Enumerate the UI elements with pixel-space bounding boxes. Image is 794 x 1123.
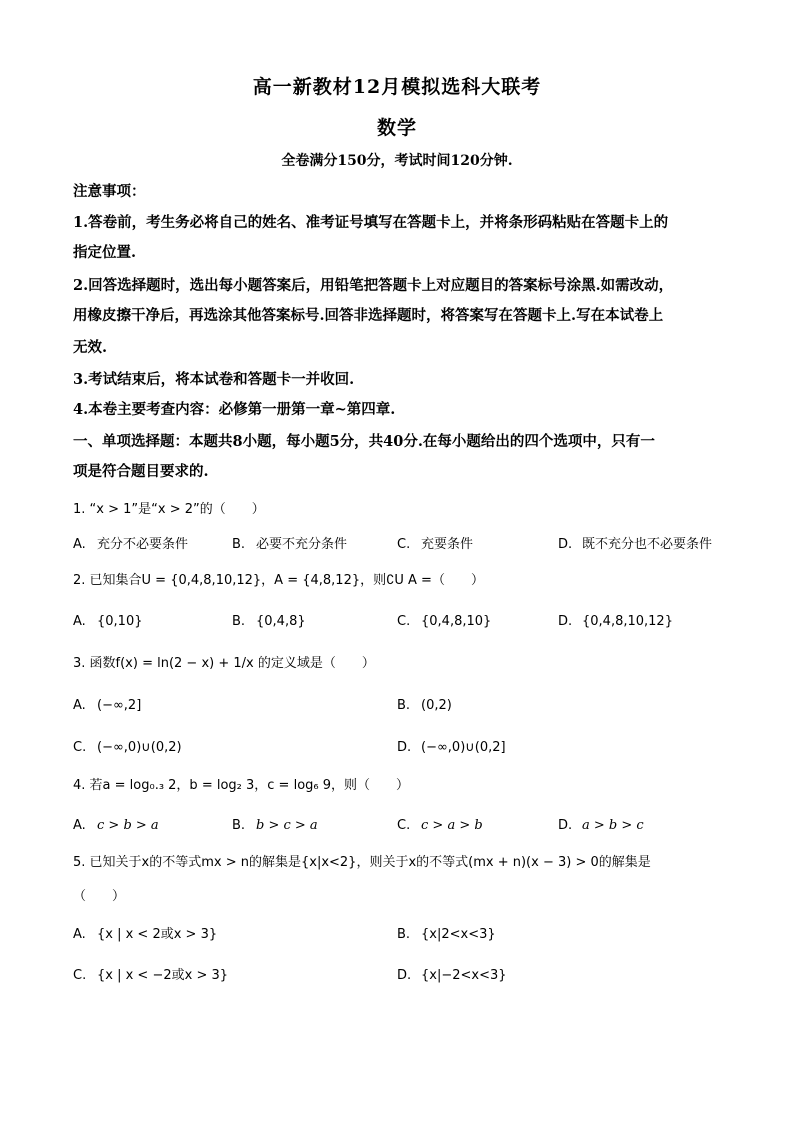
q4-option-a — [73, 817, 159, 835]
option-label: A. — [73, 927, 86, 942]
q5-option-b — [397, 926, 496, 944]
question-3-stem: 3. 函数f(x) = ln(2 − x) + 1/x 的定义域是（ ） — [73, 656, 375, 671]
option-text: a > b > c — [582, 818, 644, 833]
question-2-stem: 2. 已知集合U = {0,4,8,10,12}，A = {4,8,12}，则∁U A =（ ） — [73, 573, 484, 588]
section-heading: 一、单项选择题：本题共8小题，每小题5分，共40分.在每小题给出的四个选项中，只有一 — [73, 433, 655, 450]
option-text: 既不充分也不必要条件 — [582, 537, 713, 552]
q4-option-c — [397, 817, 483, 835]
option-label: D. — [558, 537, 573, 552]
question-5-stem-cont: （ ） — [73, 889, 126, 904]
note-line: 用橡皮擦干净后，再选涂其他答案标号.回答非选择题时，将答案写在答题卡上.写在本试卷上 — [73, 307, 664, 324]
q1-option-a — [73, 536, 188, 554]
notes-heading: 注意事项： — [73, 183, 146, 200]
q3-option-d — [397, 739, 506, 757]
q2-option-b — [232, 613, 306, 631]
option-label: C. — [73, 968, 87, 983]
option-text: c > a > b — [421, 818, 483, 833]
note-line: 3.考试结束后，将本试卷和答题卡一并收回. — [73, 371, 355, 388]
option-label: B. — [232, 818, 246, 833]
q2-option-a — [73, 613, 143, 631]
option-label: B. — [232, 614, 246, 629]
q2-option-c — [397, 613, 491, 631]
option-label: B. — [397, 698, 411, 713]
note-line: 指定位置. — [73, 244, 137, 261]
option-text: 充分不必要条件 — [97, 537, 189, 552]
option-label: B. — [397, 927, 411, 942]
exam-title: 高一新教材12月模拟选科大联考 — [252, 76, 542, 98]
q5-option-c — [73, 967, 228, 985]
option-text: {0,4,8,10,12} — [582, 614, 673, 629]
option-text: (0,2) — [421, 698, 452, 713]
option-text: {x|2<x<3} — [421, 927, 496, 942]
q3-option-b — [397, 697, 452, 715]
option-text: {0,4,8,10} — [421, 614, 492, 629]
q4-option-b — [232, 817, 318, 835]
option-text: (−∞,0)∪(0,2] — [421, 740, 506, 755]
option-text: {0,10} — [97, 614, 143, 629]
q4-option-d — [558, 817, 644, 835]
option-text: c > b > a — [97, 818, 159, 833]
option-label: C. — [73, 740, 87, 755]
exam-info: 全卷满分150分，考试时间120分钟. — [281, 153, 513, 169]
q1-option-d — [558, 536, 712, 554]
option-text: {x | x < −2或x > 3} — [97, 968, 229, 983]
option-label: A. — [73, 537, 86, 552]
option-label: B. — [232, 537, 246, 552]
note-line: 2.回答选择题时，选出每小题答案后，用铅笔把答题卡上对应题目的答案标号涂黑.如需改动， — [73, 277, 674, 294]
option-text: 充要条件 — [421, 537, 474, 552]
q1-option-c — [397, 536, 473, 554]
option-text: (−∞,0)∪(0,2) — [97, 740, 182, 755]
option-text: {x|−2<x<3} — [421, 968, 507, 983]
note-line: 4.本卷主要考查内容：必修第一册第一章~第四章. — [73, 401, 396, 418]
q3-option-a — [73, 697, 141, 715]
option-label: A. — [73, 614, 86, 629]
q2-option-d — [558, 613, 673, 631]
option-label: C. — [397, 537, 411, 552]
option-label: A. — [73, 818, 86, 833]
option-label: D. — [397, 740, 412, 755]
option-label: D. — [558, 818, 573, 833]
option-text: 必要不充分条件 — [256, 537, 348, 552]
option-text: {x | x < 2或x > 3} — [97, 927, 218, 942]
option-text: b > c > a — [256, 818, 318, 833]
question-4-stem: 4. 若a = log₀.₃ 2，b = log₂ 3，c = log₆ 9，则（ ） — [73, 778, 410, 793]
note-line: 无效. — [73, 339, 108, 356]
option-label: C. — [397, 818, 411, 833]
question-5-stem: 5. 已知关于x的不等式mx > n的解集是{x|x<2}，则关于x的不等式(mx + n)(x − 3) > 0的解集是 — [73, 855, 651, 870]
note-line: 1.答卷前，考生务必将自己的姓名、准考证号填写在答题卡上，并将条形码粘贴在答题卡上的 — [73, 214, 669, 231]
option-label: A. — [73, 698, 86, 713]
option-text: {0,4,8} — [256, 614, 306, 629]
option-label: D. — [397, 968, 412, 983]
question-1-stem: 1. “x > 1”是“x > 2”的（ ） — [73, 502, 265, 517]
q3-option-c — [73, 739, 182, 757]
option-label: C. — [397, 614, 411, 629]
subject-title: 数学 — [376, 117, 417, 139]
q5-option-a — [73, 926, 217, 944]
q5-option-d — [397, 967, 507, 985]
option-text: (−∞,2] — [97, 698, 142, 713]
option-label: D. — [558, 614, 573, 629]
q1-option-b — [232, 536, 347, 554]
section-heading-cont: 项是符合题目要求的. — [73, 463, 209, 480]
